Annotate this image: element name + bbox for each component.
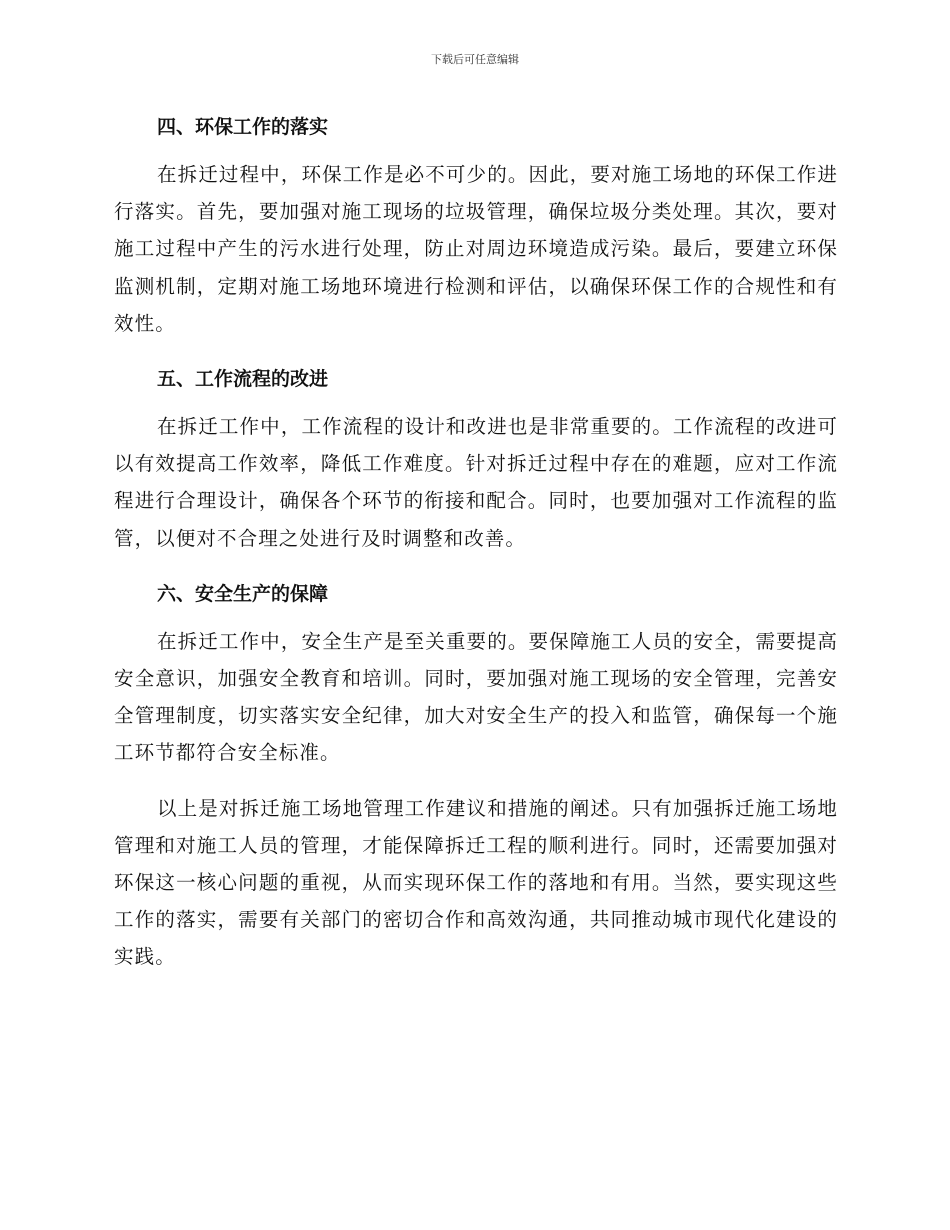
- page-header: 下载后可任意编辑: [431, 53, 519, 66]
- section-paragraph-environmental: 在拆迁过程中，环保工作是必不可少的。因此，要对施工场地的环保工作进行落实。首先，要加强对施工现场的垃圾管理，确保垃圾分类处理。其次，要对施工过程中产生的污水进行处理，防止对周边环境造成污染。最后，要建立环保监测机制，定期对施工场地环境进行检测和评估，以确保环保工作的合规性和有效性。: [114, 163, 838, 335]
- section-heading-environmental: 四、环保工作的落实: [157, 116, 329, 138]
- section-heading-workflow: 五、工作流程的改进: [157, 368, 329, 391]
- section-heading-safety: 六、安全生产的保障: [157, 582, 329, 605]
- section-paragraph-safety: 在拆迁工作中，安全生产是至关重要的。要保障施工人员的安全，需要提高安全意识，加强安全教育和培训。同时，要加强对施工现场的安全管理，完善安全管理制度，切实落实安全纪律，加大对安全生产的投入和监管，确保每一个施工环节都符合安全标准。: [114, 629, 838, 765]
- conclusion-paragraph: 以上是对拆迁施工场地管理工作建议和措施的阐述。只有加强拆迁施工场地管理和对施工人员的管理，才能保障拆迁工程的顺利进行。同时，还需要加强对环保这一核心问题的重视，从而实现环保工作的落地和有用。当然，要实现这些工作的落实，需要有关部门的密切合作和高效沟通，共同推动城市现代化建设的实践。: [114, 796, 838, 969]
- document-body: [114, 108, 838, 976]
- section-paragraph-workflow: 在拆迁工作中，工作流程的设计和改进也是非常重要的。工作流程的改进可以有效提高工作效率，降低工作难度。针对拆迁过程中存在的难题，应对工作流程进行合理设计，确保各个环节的衔接和配合。同时，也要加强对工作流程的监管，以便对不合理之处进行及时调整和改善。: [114, 415, 838, 550]
